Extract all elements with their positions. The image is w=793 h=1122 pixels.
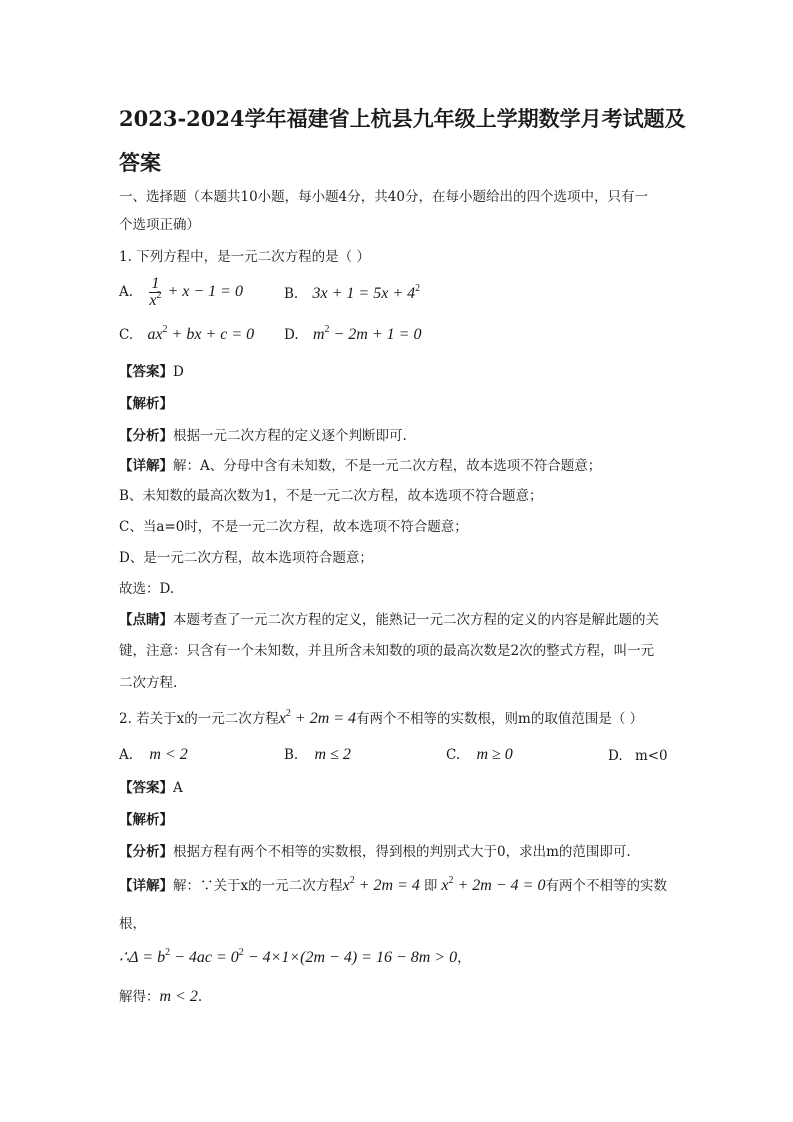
q2-solution: 解得：m < 2.	[119, 988, 203, 1005]
q2-option-d: D. m<0	[608, 748, 668, 764]
q1-dianjing: 【点睛】本题考查了一元二次方程的定义，能熟记一元二次方程的定义的内容是解此题的关	[119, 612, 659, 628]
section-header: 一、选择题（本题共10小题，每小题4分，共40分，在每小题给出的四个选项中，只有一	[119, 189, 648, 205]
q1-xiangjie: 【详解】解：A、分母中含有未知数，不是一元二次方程，故本选项不符合题意；	[119, 458, 602, 474]
q1-xiangjie-d: D、是一元二次方程，故本选项符合题意；	[119, 550, 373, 566]
option-label: B.	[284, 286, 299, 302]
q1-xiangjie-b: B、未知数的最高次数为1，不是一元二次方程，故本选项不符合题意；	[119, 488, 543, 504]
option-label: B.	[284, 747, 299, 763]
section-header-continued: 个选项正确）	[119, 217, 200, 233]
q2-analysis-header: 【解析】	[119, 812, 173, 828]
q1-dianjing-line3: 二次方程.	[119, 675, 178, 691]
option-label: D.	[284, 327, 299, 343]
page-title-continued: 答案	[119, 150, 161, 175]
question-1-stem: 1. 下列方程中，是一元二次方程的是（ ）	[119, 249, 370, 265]
q1-answer: 【答案】D	[119, 364, 184, 380]
page-title: 2023-2024学年福建省上杭县九年级上学期数学月考试题及	[119, 106, 686, 131]
q2-xiangjie-continued: 根，	[119, 916, 146, 932]
option-label: D.	[608, 748, 623, 764]
q1-xiangjie-c: C、当a=0时，不是一元二次方程，故本选项不符合题意；	[119, 519, 468, 535]
q2-xiangjie: 【详解】解：∵关于x的一元二次方程$x^2 + 2m = 4$ 即 $x^2 + 2m - 4 = 0$有两个不相等的实数	[119, 875, 667, 894]
option-label: C.	[119, 327, 134, 343]
fraction: $\frac{1}{x^2}$	[149, 275, 162, 309]
q2-option-c: C. m ≥ 0	[446, 746, 513, 763]
q2-answer: 【答案】A	[119, 780, 183, 796]
question-2-stem: 2. 若关于x的一元二次方程$x^2 + 2m = 4$有两个不相等的实数根，则m的取值范围是（ ）	[119, 708, 644, 727]
option-label: A.	[119, 284, 134, 301]
q1-analysis-header: 【解析】	[119, 396, 173, 412]
q2-fenxi: 【分析】根据方程有两个不相等的实数根，得到根的判别式大于0，求出m的范围即可.	[119, 844, 631, 860]
q1-fenxi: 【分析】根据一元二次方程的定义逐个判断即可.	[119, 428, 407, 444]
q1-option-d: D. $m^2 - 2m + 1 = 0$	[284, 324, 422, 343]
q1-dianjing-line2: 键，注意：只含有一个未知数，并且所含未知数的项的最高次数是2次的整式方程，叫一元	[119, 643, 655, 659]
q2-option-a: A. m < 2	[119, 746, 188, 763]
q1-choice: 故选：D.	[119, 581, 175, 597]
option-label: C.	[446, 747, 461, 763]
q1-option-a: A. $\frac{1}{x^2}$ + x − 1 = 0	[119, 275, 243, 309]
q1-option-c: C. $ax^2$ + bx + c = 0	[119, 324, 255, 343]
q1-option-b: B. $3x + 1 = 5x + 4^2$	[284, 283, 421, 302]
q2-option-b: B. m ≤ 2	[284, 746, 351, 763]
q2-discriminant: ∴Δ = $b^2 - 4ac = 0^2 - 4\times 1\times(2m - 4) = 16 - 8m > 0$，	[119, 947, 471, 966]
option-label: A.	[119, 747, 134, 763]
